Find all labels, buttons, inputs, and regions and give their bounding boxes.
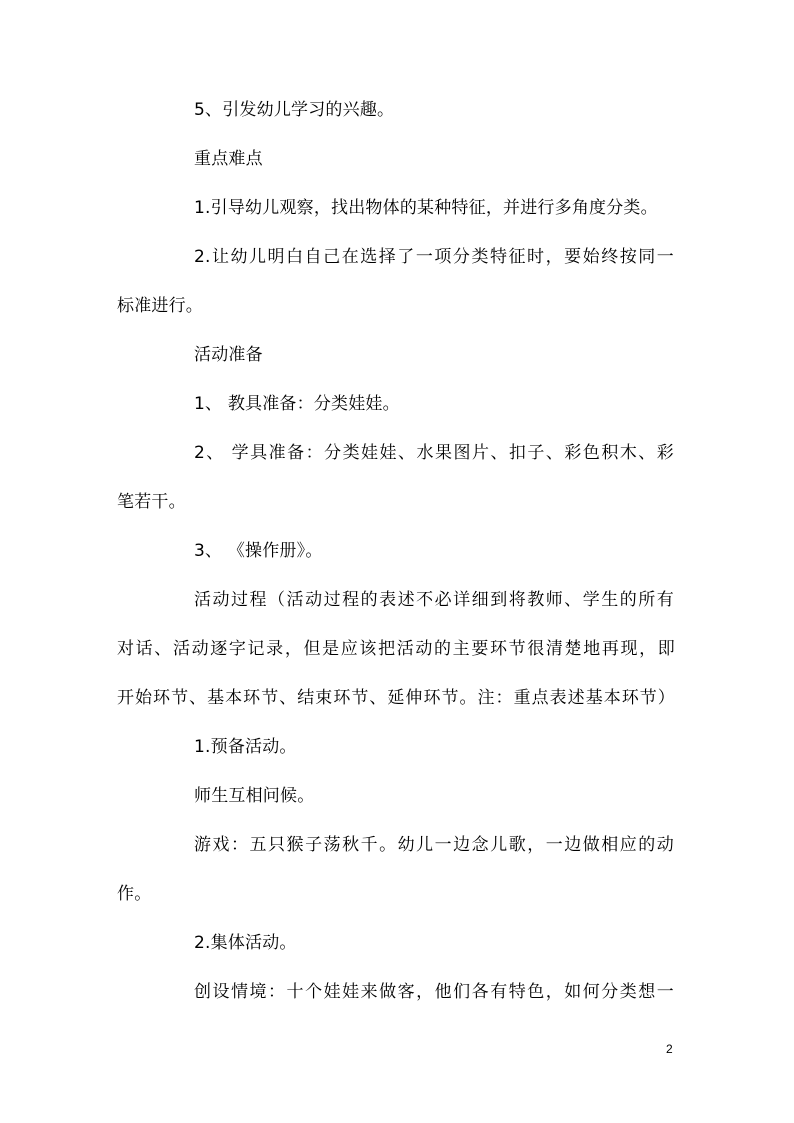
- text-line: 2.让幼儿明白自己在选择了一项分类特征时，要始终按同一: [194, 247, 674, 267]
- text-line: 2、 学具准备：分类娃娃、水果图片、扣子、彩色积木、彩: [194, 443, 674, 463]
- text-line: 1.预备活动。: [194, 737, 297, 757]
- text-line: 1、 教具准备：分类娃娃。: [194, 394, 400, 414]
- text-line: 创设情境：十个娃娃来做客，他们各有特色，如何分类想一: [194, 982, 674, 1002]
- text-line: 标准进行。: [117, 296, 203, 316]
- section-heading: 重点难点: [194, 149, 263, 169]
- text-line: 5、引发幼儿学习的兴趣。: [194, 100, 395, 120]
- text-line: 师生互相问候。: [194, 786, 315, 806]
- text-line: 1.引导幼儿观察，找出物体的某种特征，并进行多角度分类。: [194, 198, 658, 218]
- text-line: 活动过程（活动过程的表述不必详细到将教师、学生的所有: [194, 590, 674, 610]
- section-heading: 活动准备: [194, 345, 263, 365]
- page-number: 2: [666, 1042, 673, 1056]
- text-line: 3、 《操作册》。: [194, 541, 323, 561]
- text-line: 作。: [117, 884, 152, 904]
- text-line: 开始环节、基本环节、结束环节、延伸环节。注：重点表述基本环节）: [117, 688, 675, 708]
- text-line: 游戏：五只猴子荡秋千。幼儿一边念儿歌，一边做相应的动: [194, 835, 674, 855]
- text-line: 2.集体活动。: [194, 933, 297, 953]
- text-line: 笔若干。: [117, 492, 186, 512]
- text-line: 对话、活动逐字记录，但是应该把活动的主要环节很清楚地再现，即: [117, 639, 675, 659]
